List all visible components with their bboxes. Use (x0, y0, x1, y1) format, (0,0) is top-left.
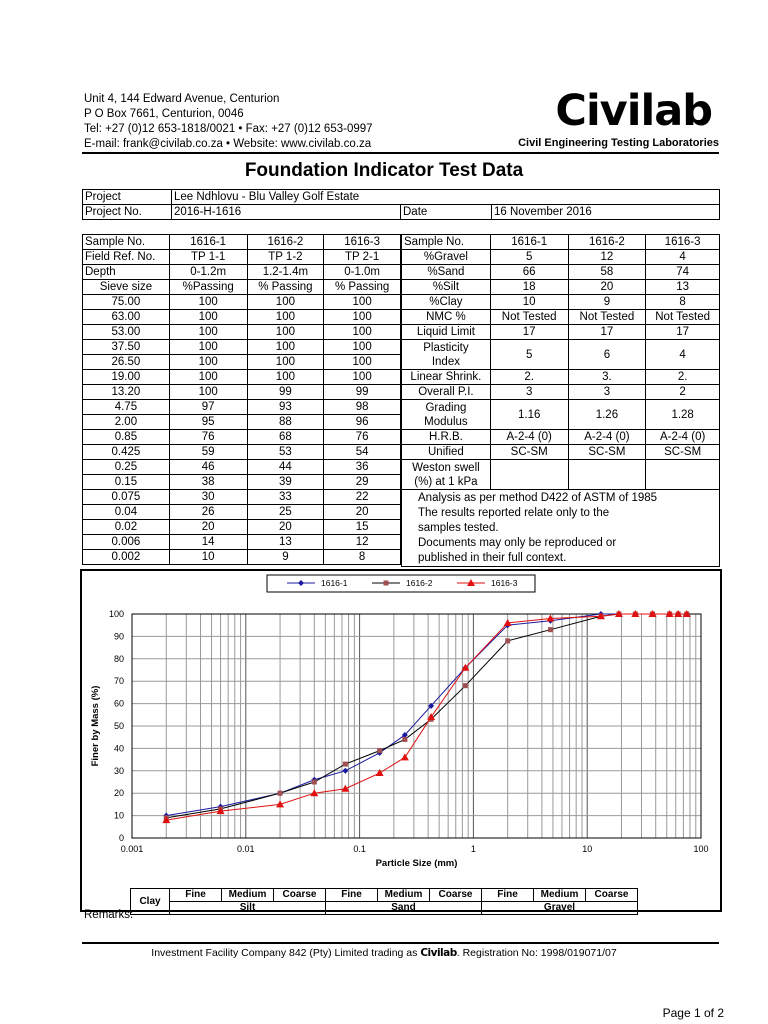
clay-class: Clay (131, 889, 170, 915)
data-point-1616-2 (343, 762, 348, 767)
overall-pi-value: 2 (646, 385, 720, 400)
notes-cell (402, 490, 720, 567)
grading-modulus-value: 1.26 (568, 400, 646, 430)
header-cell: TP 2-1 (324, 250, 401, 265)
silt-value: 20 (568, 280, 646, 295)
sieve-size-cell: 37.50 (83, 340, 170, 355)
x-axis-label: Particle Size (mm) (375, 858, 458, 869)
sieve-row (83, 430, 401, 445)
phone-line: Tel: +27 (0)12 653-1818/0021 • Fax: +27 (0)12 653-0997 (84, 123, 373, 135)
passing-cell: 99 (324, 385, 401, 400)
header-cell: TP 1-2 (247, 250, 324, 265)
email-line: E-mail: frank@civilab.co.za • Website: www.civilab.co.za (84, 138, 372, 150)
sieve-row (83, 445, 401, 460)
sand-coarse: Coarse (430, 889, 482, 902)
plasticity-index-value: 4 (646, 340, 720, 370)
nmc-value: Not Tested (646, 310, 720, 325)
sieve-row (83, 400, 401, 415)
x-tick-label: 10 (582, 844, 593, 854)
data-point-1616-2 (377, 748, 382, 753)
y-axis-label: Finer by Mass (%) (90, 685, 101, 767)
overall-pi-label: Overall P.I. (402, 385, 491, 400)
passing-cell: 33 (247, 490, 324, 505)
liquid-limit-value: 17 (490, 325, 568, 340)
footer-suffix: . Registration No: 1998/019071/07 (456, 947, 617, 959)
unified-value: SC-SM (568, 445, 646, 460)
legend-label: 1616-1 (321, 578, 348, 588)
hrb-value: A-2-4 (0) (568, 430, 646, 445)
y-tick-label: 70 (113, 676, 124, 687)
footer-text (0, 947, 768, 959)
header-cell: TP 1-1 (169, 250, 247, 265)
note-line: Documents may only be reproduced or (418, 537, 617, 549)
sieve-size-cell: 53.00 (83, 325, 170, 340)
x-tick-label: 0.1 (353, 844, 366, 854)
footer-prefix: Investment Facility Company 842 (Pty) Limited trading as (151, 947, 421, 959)
sieve-row (83, 310, 401, 325)
data-point-1616-3 (401, 753, 409, 760)
sand-fine: Fine (326, 889, 378, 902)
sieve-row (83, 535, 401, 550)
remarks-label: Remarks: (84, 909, 134, 921)
y-tick-label: 0 (118, 833, 124, 843)
passing-cell: 100 (324, 340, 401, 355)
passing-cell: 25 (247, 505, 324, 520)
passing-cell: 13 (247, 535, 324, 550)
weston-label-line1: Weston swell (412, 461, 480, 474)
passing-cell: 54 (324, 445, 401, 460)
header-divider (82, 152, 719, 154)
sieve-row (83, 460, 401, 475)
sand-medium: Medium (378, 889, 430, 902)
sieve-size-cell: 19.00 (83, 370, 170, 385)
clay-value: 10 (490, 295, 568, 310)
sieve-size-cell: 0.04 (83, 505, 170, 520)
gravel-value: 5 (490, 250, 568, 265)
weston-label-line2: (%) at 1 kPa (414, 475, 478, 488)
header-cell: 1.2-1.4m (247, 265, 324, 280)
passing-cell: 98 (324, 400, 401, 415)
grading-modulus-value: 1.28 (646, 400, 720, 430)
passing-cell: 38 (169, 475, 247, 490)
row-label: Sieve size (83, 280, 170, 295)
passing-cell: 100 (169, 340, 247, 355)
sieve-row (83, 370, 401, 385)
header-cell: % Passing (324, 280, 401, 295)
sieve-size-cell: 0.075 (83, 490, 170, 505)
depth-row (83, 265, 401, 280)
passing-cell: 97 (169, 400, 247, 415)
sample-1: 1616-1 (490, 235, 568, 250)
sieve-row (83, 295, 401, 310)
tagline: Civil Engineering Testing Laboratories (518, 137, 719, 149)
passing-cell: 53 (247, 445, 324, 460)
linear-shrink-value: 2. (490, 370, 568, 385)
series-line-1616-3 (166, 614, 687, 820)
passing-cell: 15 (324, 520, 401, 535)
weston-swell-value (490, 460, 568, 490)
hrb-value: A-2-4 (0) (490, 430, 568, 445)
x-tick-label: 0.001 (120, 844, 144, 854)
row-label: Sample No. (83, 235, 170, 250)
sieve-size-cell: 4.75 (83, 400, 170, 415)
x-tick-label: 1 (470, 844, 476, 854)
grading-modulus-label (402, 400, 491, 430)
overall-pi-value: 3 (490, 385, 568, 400)
passing-cell: 36 (324, 460, 401, 475)
sand-value: 58 (568, 265, 646, 280)
sample-label: Sample No. (402, 235, 491, 250)
x-tick-label: 100 (693, 844, 709, 854)
passing-cell: 59 (169, 445, 247, 460)
unified-label: Unified (402, 445, 491, 460)
weston-swell-value (568, 460, 646, 490)
header-cell: 0-1.0m (324, 265, 401, 280)
passing-cell: 10 (169, 550, 247, 565)
data-point-1616-2 (505, 638, 510, 643)
sieve-size-cell: 63.00 (83, 310, 170, 325)
grading-chart (80, 569, 722, 912)
header-cell: %Passing (169, 280, 247, 295)
sieve-row (83, 385, 401, 400)
sample-2: 1616-2 (568, 235, 646, 250)
liquid-limit-value: 17 (646, 325, 720, 340)
nmc-label: NMC % (402, 310, 491, 325)
gm-label-line2: Modulus (424, 415, 468, 428)
clay-label: %Clay (402, 295, 491, 310)
header-cell: 1616-1 (169, 235, 247, 250)
footer-divider (82, 942, 719, 944)
passing-cell: 100 (324, 295, 401, 310)
silt-coarse: Coarse (274, 889, 326, 902)
sample-3: 1616-3 (646, 235, 720, 250)
passing-cell: 100 (324, 310, 401, 325)
project-label: Project (83, 190, 172, 205)
gravel-medium: Medium (534, 889, 586, 902)
page-number: Page 1 of 2 (662, 1006, 724, 1020)
gravel-fine: Fine (482, 889, 534, 902)
overall-pi-value: 3 (568, 385, 646, 400)
passing-cell: 100 (169, 325, 247, 340)
data-point-1616-2 (548, 627, 553, 632)
passing-cell: 9 (247, 550, 324, 565)
sieve-size-cell: 0.02 (83, 520, 170, 535)
field-ref-row (83, 250, 401, 265)
y-tick-label: 20 (113, 788, 124, 799)
data-point-1616-2 (402, 737, 407, 742)
clay-value: 9 (568, 295, 646, 310)
plasticity-index-label (402, 340, 491, 370)
data-point-1616-2 (463, 683, 468, 688)
row-label: Field Ref. No. (83, 250, 170, 265)
unified-value: SC-SM (646, 445, 720, 460)
y-tick-label: 60 (113, 698, 124, 709)
gravel-class: Gravel (482, 902, 638, 915)
linear-shrink-value: 3. (568, 370, 646, 385)
silt-class: Silt (170, 902, 326, 915)
note-line: Analysis as per method D422 of ASTM of 1985 (418, 492, 658, 504)
header-cell: 1616-3 (324, 235, 401, 250)
liquid-limit-value: 17 (568, 325, 646, 340)
passing-cell: 100 (169, 370, 247, 385)
legend-marker (384, 581, 389, 586)
sieve-table (82, 234, 401, 565)
data-point-1616-1 (342, 768, 348, 774)
gm-label-line1: Grading (425, 401, 467, 414)
y-tick-label: 90 (113, 631, 124, 642)
plasticity-index-value: 5 (490, 340, 568, 370)
note-line: samples tested. (418, 522, 499, 534)
sieve-row (83, 490, 401, 505)
sand-value: 74 (646, 265, 720, 280)
grading-modulus-value: 1.16 (490, 400, 568, 430)
sieve-size-cell: 0.425 (83, 445, 170, 460)
passing-cell: 100 (324, 325, 401, 340)
silt-medium: Medium (222, 889, 274, 902)
y-tick-label: 10 (113, 810, 124, 821)
passing-cell: 100 (324, 355, 401, 370)
passing-cell: 12 (324, 535, 401, 550)
note-line: published in their full context. (418, 552, 567, 564)
data-point-1616-3 (376, 769, 384, 776)
legend-label: 1616-2 (406, 578, 433, 588)
silt-value: 13 (646, 280, 720, 295)
passing-cell: 95 (169, 415, 247, 430)
date-label: Date (401, 205, 492, 220)
sieve-row (83, 520, 401, 535)
passing-cell: 44 (247, 460, 324, 475)
y-tick-label: 100 (108, 609, 124, 619)
pi-label-line1: Plasticity (423, 341, 469, 354)
liquid-limit-label: Liquid Limit (402, 325, 491, 340)
passing-cell: 100 (324, 370, 401, 385)
passing-cell: 20 (324, 505, 401, 520)
passing-cell: 100 (247, 310, 324, 325)
sample-row (83, 235, 401, 250)
header-cell: 1616-2 (247, 235, 324, 250)
indicator-table (401, 234, 720, 567)
sieve-size-cell: 13.20 (83, 385, 170, 400)
passing-cell: 100 (169, 310, 247, 325)
header-cell: 0-1.2m (169, 265, 247, 280)
company-address (84, 92, 373, 152)
gravel-label: %Gravel (402, 250, 491, 265)
silt-label: %Silt (402, 280, 491, 295)
passing-cell: 26 (169, 505, 247, 520)
page-title: Foundation Indicator Test Data (244, 160, 524, 181)
sieve-size-cell: 0.002 (83, 550, 170, 565)
silt-fine: Fine (170, 889, 222, 902)
civilab-logo: Civilab (555, 86, 712, 136)
sieve-row (83, 505, 401, 520)
passing-cell: 30 (169, 490, 247, 505)
project-no-value: 2016-H-1616 (172, 205, 401, 220)
gravel-value: 4 (646, 250, 720, 265)
y-tick-label: 30 (113, 765, 124, 776)
sand-value: 66 (490, 265, 568, 280)
passing-cell: 76 (169, 430, 247, 445)
nmc-value: Not Tested (568, 310, 646, 325)
sieve-size-cell: 26.50 (83, 355, 170, 370)
passing-cell: 96 (324, 415, 401, 430)
passing-cell: 100 (169, 295, 247, 310)
passing-cell: 100 (247, 340, 324, 355)
sieve-row (83, 325, 401, 340)
note-line: The results reported relate only to the (418, 507, 610, 519)
passing-cell: 100 (247, 370, 324, 385)
address-line: P O Box 7661, Centurion, 0046 (84, 108, 244, 120)
passing-cell: 99 (247, 385, 324, 400)
project-value: Lee Ndhlovu - Blu Valley Golf Estate (172, 190, 720, 205)
passing-cell: 46 (169, 460, 247, 475)
row-label: Depth (83, 265, 170, 280)
passing-cell: 39 (247, 475, 324, 490)
hrb-value: A-2-4 (0) (646, 430, 720, 445)
passing-cell: 14 (169, 535, 247, 550)
footer-logo: Civilab (420, 947, 457, 959)
grading-chart-svg (82, 571, 720, 910)
linear-shrink-value: 2. (646, 370, 720, 385)
passing-cell: 22 (324, 490, 401, 505)
header-cell: % Passing (247, 280, 324, 295)
gravel-value: 12 (568, 250, 646, 265)
sieve-size-cell: 75.00 (83, 295, 170, 310)
unified-value: SC-SM (490, 445, 568, 460)
sieve-size-cell: 2.00 (83, 415, 170, 430)
passing-cell: 88 (247, 415, 324, 430)
date-value: 16 November 2016 (492, 205, 720, 220)
data-point-1616-2 (312, 780, 317, 785)
passing-cell: 100 (247, 295, 324, 310)
weston-swell-value (646, 460, 720, 490)
sieve-size-cell: 0.006 (83, 535, 170, 550)
sieve-row (83, 475, 401, 490)
y-tick-label: 80 (113, 653, 124, 664)
soil-classification-table (130, 888, 638, 915)
passing-cell: 68 (247, 430, 324, 445)
x-tick-label: 0.01 (237, 844, 255, 854)
passing-cell: 93 (247, 400, 324, 415)
sieve-header-row (83, 280, 401, 295)
passing-cell: 8 (324, 550, 401, 565)
sieve-size-cell: 0.85 (83, 430, 170, 445)
clay-value: 8 (646, 295, 720, 310)
nmc-value: Not Tested (490, 310, 568, 325)
passing-cell: 100 (169, 385, 247, 400)
y-tick-label: 50 (113, 721, 124, 731)
passing-cell: 100 (247, 325, 324, 340)
passing-cell: 20 (169, 520, 247, 535)
project-table (82, 189, 720, 220)
linear-shrink-label: Linear Shrink. (402, 370, 491, 385)
pi-label-line2: Index (431, 355, 460, 368)
hrb-label: H.R.B. (402, 430, 491, 445)
project-no-label: Project No. (83, 205, 172, 220)
passing-cell: 20 (247, 520, 324, 535)
address-line: Unit 4, 144 Edward Avenue, Centurion (84, 93, 280, 105)
sieve-row (83, 340, 401, 355)
data-point-1616-2 (278, 791, 283, 796)
legend-label: 1616-3 (491, 578, 518, 588)
passing-cell: 29 (324, 475, 401, 490)
sand-label: %Sand (402, 265, 491, 280)
sieve-row (83, 550, 401, 565)
weston-swell-label (402, 460, 491, 490)
passing-cell: 100 (247, 355, 324, 370)
sieve-row (83, 415, 401, 430)
sieve-size-cell: 0.25 (83, 460, 170, 475)
series-line-1616-2 (166, 614, 687, 818)
series-line-1616-1 (166, 614, 687, 816)
y-tick-label: 40 (113, 743, 124, 754)
passing-cell: 100 (169, 355, 247, 370)
sieve-row (83, 355, 401, 370)
passing-cell: 76 (324, 430, 401, 445)
sieve-size-cell: 0.15 (83, 475, 170, 490)
silt-value: 18 (490, 280, 568, 295)
sand-class: Sand (326, 902, 482, 915)
plasticity-index-value: 6 (568, 340, 646, 370)
gravel-coarse: Coarse (586, 889, 638, 902)
